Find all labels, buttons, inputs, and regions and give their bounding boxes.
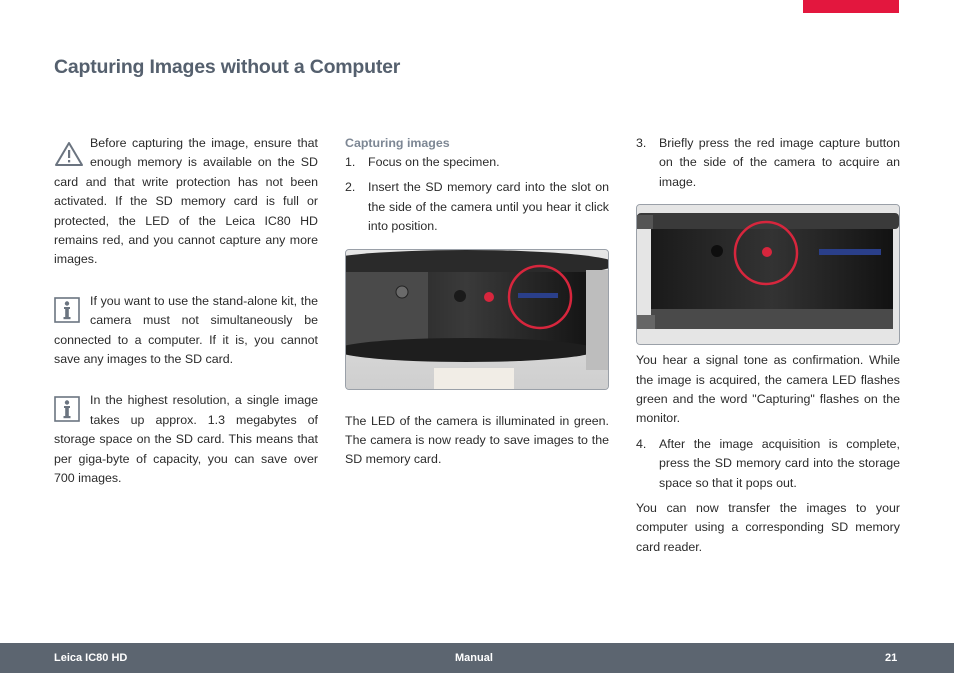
led-status-text: The LED of the camera is illuminated in green. The camera is now ready to save images to the SD memory card. <box>345 413 609 467</box>
step-item <box>345 178 609 236</box>
notes-column <box>54 134 318 489</box>
warning-note <box>54 134 318 270</box>
step-item <box>636 435 900 493</box>
warning-triangle-icon <box>54 141 82 167</box>
info-icon <box>54 297 82 323</box>
capture-continued-column <box>636 134 900 557</box>
warning-text: Before capturing the image, ensure that enough memory is available on the SD card and that write protection has not been activated. If the SD memory card is full or protected, the LED of the Leica IC80 HD remains red, and you cannot capture any more images. <box>54 136 318 267</box>
capture-button-photo <box>636 204 900 345</box>
step-text: Insert the SD memory card into the slot on the side of the camera until you hear it click into position. <box>368 180 609 234</box>
step-text: Briefly press the red image capture button on the side of the camera to acquire an image. <box>659 136 900 189</box>
step-text: After the image acquisition is complete, press the SD memory card into the storage space so that it pops out. <box>659 436 900 490</box>
sd-slot-photo <box>345 249 609 390</box>
page-footer <box>0 643 954 673</box>
page-title: Capturing Images without a Computer <box>54 56 401 78</box>
section-heading: Capturing images <box>345 136 450 150</box>
header-accent-bar <box>803 0 899 13</box>
step-item <box>345 153 609 172</box>
step-item <box>636 134 900 192</box>
info-note-standalone <box>54 292 318 370</box>
capture-steps-column <box>345 134 609 470</box>
step-number: 1. <box>345 155 356 169</box>
info-standalone-text: If you want to use the stand-alone kit, the camera must not simultaneously be connected to a computer. If it is, you cannot save any images to the SD card. <box>54 293 318 367</box>
step-number: 4. <box>636 436 647 451</box>
transfer-text: You can now transfer the images to your computer using a corresponding SD memory card reader. <box>636 501 900 554</box>
step-number: 3. <box>636 136 647 150</box>
step-number: 2. <box>345 180 356 195</box>
signal-tone-text: You hear a signal tone as confirmation. While the image is acquired, the camera LED flashes green and the word "Capturing" flashes on the monitor. <box>636 353 900 426</box>
step-text: Focus on the specimen. <box>368 155 500 169</box>
footer-product: Leica IC80 HD <box>54 652 128 664</box>
footer-doc-type: Manual <box>455 652 493 664</box>
info-note-resolution <box>54 391 318 488</box>
info-icon <box>54 396 82 422</box>
info-resolution-text: In the highest resolution, a single image takes up approx. 1.3 megabytes of storage space on the SD card. This means that per giga-byte of capacity, you can save over 700 images. <box>54 393 318 486</box>
page-number: 21 <box>885 652 898 664</box>
